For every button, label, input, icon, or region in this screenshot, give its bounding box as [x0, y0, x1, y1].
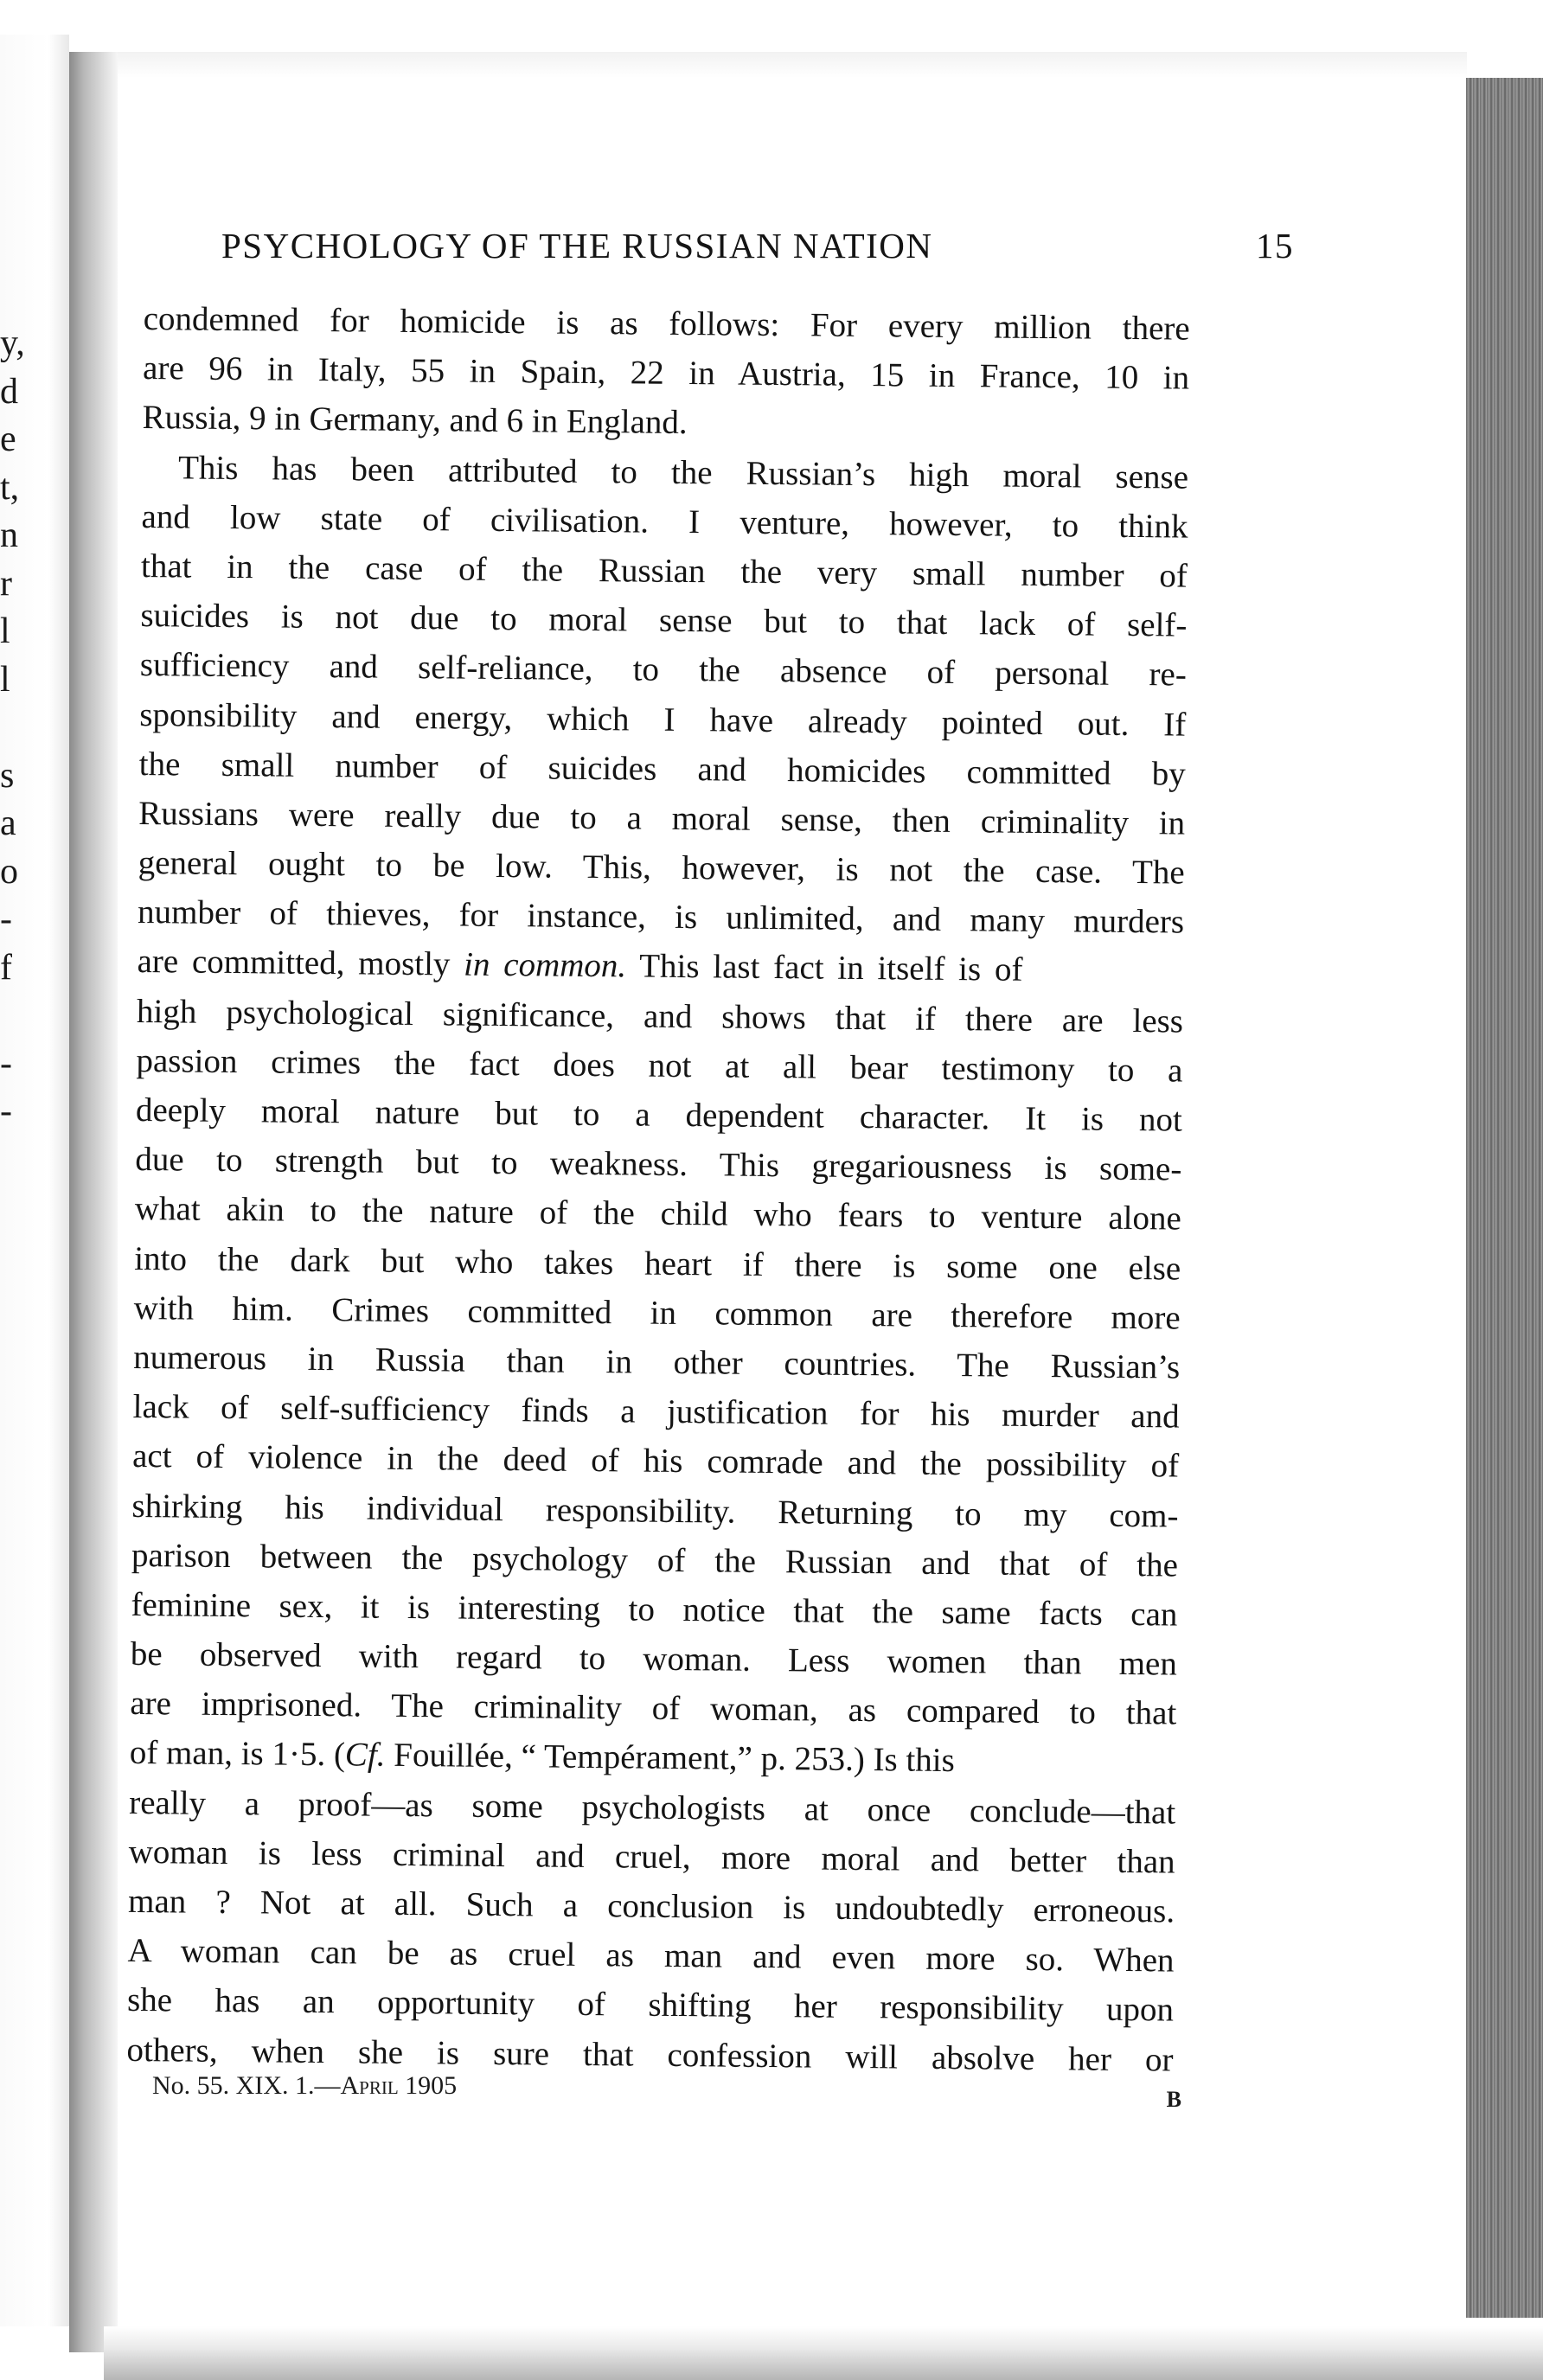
- fragment: y,: [0, 323, 25, 363]
- facing-page-sliver: [0, 35, 69, 2326]
- text-segment: This last fact in itself is of: [638, 947, 1023, 989]
- text-segment: Fouillée, “ Tempérament,” p. 253.) Is this: [385, 1737, 956, 1780]
- signature-mark: B: [1166, 2087, 1181, 2112]
- text-line: that in the case of the Russian the very small number of: [140, 547, 1188, 595]
- text-line: shirking his individual responsibility. Returning to my com-: [131, 1487, 1179, 1535]
- text-line: really a proof—as some psychologists at once conclude—that: [129, 1783, 1176, 1832]
- text-line: lack of self-sufficiency finds a justification for his murder and: [132, 1388, 1180, 1436]
- text-line: with him. Crimes committed in common are therefore more: [133, 1289, 1181, 1337]
- text-line: numerous in Russia than in other countries. The Russian’s: [132, 1338, 1181, 1386]
- text-line: and low state of civilisation. I venture, however, to think: [141, 497, 1188, 546]
- fragment: s: [0, 755, 15, 796]
- fragment: [0, 992, 21, 1040]
- fragment: l: [0, 659, 10, 700]
- body-text: [126, 294, 1190, 2084]
- page-top-edge: [118, 52, 1467, 78]
- fragment: r: [0, 563, 12, 604]
- fragment: d: [0, 371, 18, 412]
- running-head-title: PSYCHOLOGY OF THE RUSSIAN NATION: [221, 226, 933, 266]
- running-head: [221, 225, 1294, 266]
- fragment: n: [0, 515, 18, 555]
- text-line: due to strength but to weakness. This gregariousness is some-: [135, 1141, 1182, 1188]
- text-line: passion crimes the fact does not at all bear testimony to a: [136, 1041, 1183, 1090]
- text-line: suicides is not due to moral sense but to that lack of self-: [140, 597, 1188, 644]
- printed-page: [118, 78, 1466, 2326]
- text-line: This has been attributed to the Russian’s high moral sense: [177, 448, 1189, 496]
- page-number: 15: [1256, 226, 1294, 266]
- text-line: she has an opportunity of shifting her responsibility upon: [126, 1981, 1175, 2029]
- text-line: what akin to the nature of the child who fears to venture alone: [134, 1190, 1181, 1238]
- fragment: t,: [0, 467, 20, 508]
- page-stack-edge: [1466, 78, 1543, 2318]
- fragment: l: [0, 611, 10, 651]
- text-line: act of violence in the deed of his comrade and the possibility of: [131, 1437, 1180, 1485]
- text-line: Russia, 9 in Germany, and 6 in England.: [142, 399, 688, 442]
- italic-abbreviation: Cf.: [344, 1736, 386, 1775]
- book-gutter-shadow: [69, 52, 118, 2352]
- text-line: general ought to be low. This, however, is not the case. The: [138, 844, 1185, 892]
- text-line: others, when she is sure that confession will absolve her or: [126, 2031, 1174, 2079]
- fragment: -: [0, 1043, 12, 1084]
- text-segment: of man, is 1·5. (: [129, 1734, 346, 1774]
- text-line: A woman can be as cruel as man and even more so. When: [127, 1932, 1175, 1980]
- italic-phrase: in common.: [463, 946, 627, 985]
- issue-info: No. 55. XIX. 1.—: [152, 2071, 341, 2100]
- text-line: high psychological significance, and shows that if there are less: [136, 992, 1184, 1040]
- fragment: e: [0, 419, 16, 459]
- text-line: be observed with regard to woman. Less women than men: [130, 1635, 1178, 1683]
- fragment: o: [0, 851, 18, 892]
- text-line: are imprisoned. The criminality of woman, as compared to that: [130, 1685, 1177, 1732]
- fragment: -: [0, 1091, 12, 1131]
- fragment: f: [0, 947, 12, 988]
- text-line: sufficiency and self-reliance, to the absence of personal re-: [139, 646, 1188, 694]
- text-line: Russians were really due to a moral sense, then criminality in: [138, 794, 1186, 842]
- text-segment: are committed, mostly: [137, 943, 451, 983]
- page-bottom-edge: [104, 2326, 1543, 2380]
- text-line: feminine sex, it is interesting to notice that the same facts can: [131, 1585, 1178, 1634]
- text-line: the small number of suicides and homicides committed by: [138, 745, 1186, 793]
- text-line: condemned for homicide is as follows: For every million there: [143, 299, 1190, 348]
- fragment: -: [0, 899, 12, 939]
- text-line: parison between the psychology of the Russian and that of the: [131, 1536, 1179, 1584]
- text-line: sponsibility and energy, which I have already pointed out. If: [139, 695, 1187, 744]
- fragment: [0, 704, 21, 752]
- text-line: into the dark but who takes heart if there is some one else: [134, 1239, 1181, 1288]
- text-line: man ? Not at all. Such a conclusion is undoubtedly erroneous.: [127, 1882, 1175, 1930]
- text-line: deeply moral nature but to a dependent character. It is not: [135, 1091, 1183, 1139]
- facing-page-text-fragments: [0, 320, 25, 1136]
- text-line: number of thieves, for instance, is unlimited, and many murders: [137, 893, 1185, 941]
- fragment: a: [0, 803, 16, 843]
- text-line: woman is less criminal and cruel, more moral and better than: [128, 1833, 1175, 1881]
- issue-date: April 1905: [340, 2071, 458, 2100]
- text-line: are 96 in Italy, 55 in Spain, 22 in Austria, 15 in France, 10 in: [142, 349, 1190, 397]
- page-footer: [152, 2071, 1181, 2112]
